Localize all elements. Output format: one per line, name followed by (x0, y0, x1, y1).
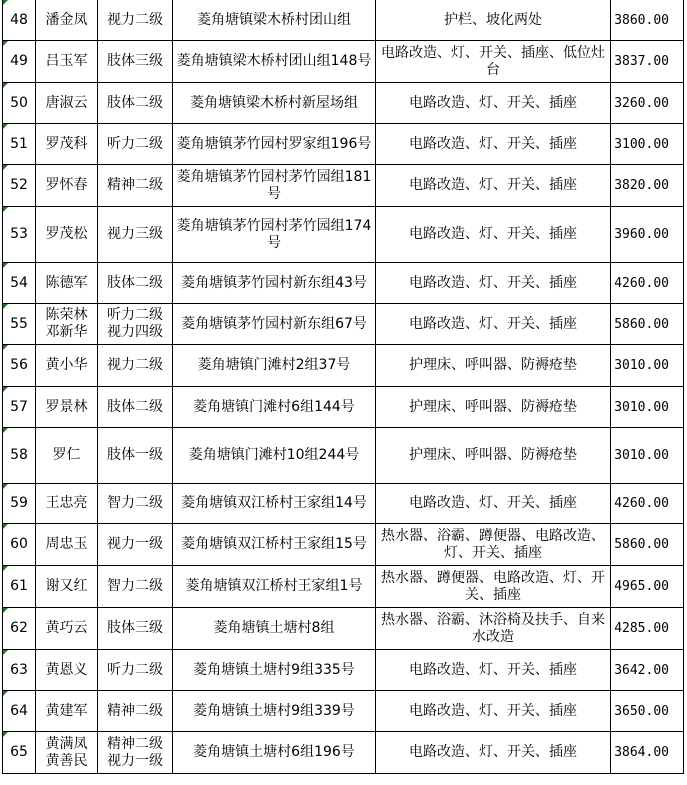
disability-level: 听力二级 (98, 650, 173, 691)
renovation-items: 电路改造、灯、开关、插座 (376, 263, 611, 304)
table-row (3, 387, 684, 428)
row-number: 65 (3, 732, 36, 774)
row-number: 50 (3, 83, 36, 124)
amount: 5860.00 (611, 304, 684, 345)
row-number: 58 (3, 428, 36, 484)
address: 菱角塘镇茅竹园村新东组43号 (173, 263, 376, 304)
disability-level: 肢体三级 (98, 41, 173, 83)
amount: 3260.00 (611, 83, 684, 124)
renovation-items: 电路改造、灯、开关、插座 (376, 650, 611, 691)
amount: 3960.00 (611, 207, 684, 263)
amount: 3100.00 (611, 124, 684, 165)
table-row (3, 566, 684, 608)
renovation-items: 护理床、呼叫器、防褥疮垫 (376, 345, 611, 387)
table-row (3, 0, 684, 41)
disability-level: 视力一级 (98, 524, 173, 566)
row-number: 48 (3, 0, 36, 41)
person-name: 罗怀春 (36, 165, 98, 207)
disability-level: 听力二级 视力四级 (98, 304, 173, 345)
renovation-items: 热水器、浴霸、沐浴椅及扶手、自来水改造 (376, 608, 611, 650)
table-row (3, 691, 684, 732)
row-number: 53 (3, 207, 36, 263)
person-name: 黄满凤 黄善民 (36, 732, 98, 774)
row-number: 61 (3, 566, 36, 608)
amount: 3010.00 (611, 345, 684, 387)
disability-level: 视力二级 (98, 345, 173, 387)
row-number: 52 (3, 165, 36, 207)
person-name: 罗仁 (36, 428, 98, 484)
person-name: 潘金凤 (36, 0, 98, 41)
amount: 3837.00 (611, 41, 684, 83)
address: 菱角塘镇茅竹园村新东组67号 (173, 304, 376, 345)
amount: 5860.00 (611, 524, 684, 566)
renovation-items: 热水器、浴霸、蹲便器、电路改造、灯、开关、插座 (376, 524, 611, 566)
row-number: 62 (3, 608, 36, 650)
amount: 4965.00 (611, 566, 684, 608)
row-number: 54 (3, 263, 36, 304)
address: 菱角塘镇茅竹园村罗家组196号 (173, 124, 376, 165)
renovation-items: 热水器、蹲便器、电路改造、灯、开关、插座 (376, 566, 611, 608)
person-name: 陈荣林 邓新华 (36, 304, 98, 345)
person-name: 罗茂松 (36, 207, 98, 263)
renovation-items: 电路改造、灯、开关、插座 (376, 207, 611, 263)
disability-level: 智力二级 (98, 484, 173, 524)
address: 菱角塘镇双江桥村王家组14号 (173, 484, 376, 524)
person-name: 黄小华 (36, 345, 98, 387)
amount: 3650.00 (611, 691, 684, 732)
renovation-items: 电路改造、灯、开关、插座 (376, 691, 611, 732)
address: 菱角塘镇门滩村2组37号 (173, 345, 376, 387)
table-row (3, 732, 684, 774)
renovation-items: 电路改造、灯、开关、插座 (376, 304, 611, 345)
address: 菱角塘镇门滩村6组144号 (173, 387, 376, 428)
address: 菱角塘镇双江桥村王家组15号 (173, 524, 376, 566)
person-name: 唐淑云 (36, 83, 98, 124)
amount: 4285.00 (611, 608, 684, 650)
person-name: 黄巧云 (36, 608, 98, 650)
amount: 3010.00 (611, 428, 684, 484)
table-row (3, 165, 684, 207)
disability-renovation-table (2, 0, 684, 774)
table-row (3, 41, 684, 83)
disability-level: 视力二级 (98, 0, 173, 41)
row-number: 59 (3, 484, 36, 524)
person-name: 罗茂科 (36, 124, 98, 165)
amount: 3642.00 (611, 650, 684, 691)
renovation-items: 电路改造、灯、开关、插座 (376, 165, 611, 207)
amount: 4260.00 (611, 263, 684, 304)
person-name: 谢又红 (36, 566, 98, 608)
person-name: 王忠亮 (36, 484, 98, 524)
address: 菱角塘镇门滩村10组244号 (173, 428, 376, 484)
address: 菱角塘镇土塘村9组339号 (173, 691, 376, 732)
disability-level: 肢体二级 (98, 387, 173, 428)
person-name: 黄建军 (36, 691, 98, 732)
disability-level: 精神二级 视力一级 (98, 732, 173, 774)
row-number: 63 (3, 650, 36, 691)
row-number: 55 (3, 304, 36, 345)
address: 菱角塘镇梁木桥村新屋场组 (173, 83, 376, 124)
renovation-items: 电路改造、灯、开关、插座 (376, 83, 611, 124)
disability-level: 肢体二级 (98, 263, 173, 304)
table-row (3, 304, 684, 345)
disability-level: 听力二级 (98, 124, 173, 165)
renovation-items: 电路改造、灯、开关、插座 (376, 124, 611, 165)
renovation-items: 护理床、呼叫器、防褥疮垫 (376, 387, 611, 428)
renovation-items: 电路改造、灯、开关、插座、低位灶台 (376, 41, 611, 83)
address: 菱角塘镇土塘村8组 (173, 608, 376, 650)
address: 菱角塘镇梁木桥村团山组 (173, 0, 376, 41)
disability-level: 视力三级 (98, 207, 173, 263)
table-row (3, 608, 684, 650)
amount: 3860.00 (611, 0, 684, 41)
disability-level: 精神二级 (98, 165, 173, 207)
amount: 4260.00 (611, 484, 684, 524)
row-number: 56 (3, 345, 36, 387)
table-row (3, 124, 684, 165)
person-name: 黄恩义 (36, 650, 98, 691)
row-number: 49 (3, 41, 36, 83)
address: 菱角塘镇梁木桥村团山组148号 (173, 41, 376, 83)
amount: 3820.00 (611, 165, 684, 207)
table-row (3, 345, 684, 387)
row-number: 51 (3, 124, 36, 165)
table-row (3, 207, 684, 263)
address: 菱角塘镇茅竹园村茅竹园组174号 (173, 207, 376, 263)
disability-level: 肢体三级 (98, 608, 173, 650)
renovation-items: 电路改造、灯、开关、插座 (376, 732, 611, 774)
disability-level: 精神二级 (98, 691, 173, 732)
table-row (3, 524, 684, 566)
person-name: 周忠玉 (36, 524, 98, 566)
table-row (3, 263, 684, 304)
table-row (3, 83, 684, 124)
address: 菱角塘镇土塘村6组196号 (173, 732, 376, 774)
row-number: 64 (3, 691, 36, 732)
amount: 3010.00 (611, 387, 684, 428)
renovation-items: 护理床、呼叫器、防褥疮垫 (376, 428, 611, 484)
person-name: 罗景林 (36, 387, 98, 428)
amount: 3864.00 (611, 732, 684, 774)
address: 菱角塘镇茅竹园村茅竹园组181号 (173, 165, 376, 207)
address: 菱角塘镇土塘村9组335号 (173, 650, 376, 691)
disability-level: 肢体二级 (98, 83, 173, 124)
renovation-items: 电路改造、灯、开关、插座 (376, 484, 611, 524)
address: 菱角塘镇双江桥村王家组1号 (173, 566, 376, 608)
disability-level: 肢体一级 (98, 428, 173, 484)
row-number: 60 (3, 524, 36, 566)
person-name: 陈德军 (36, 263, 98, 304)
disability-level: 智力二级 (98, 566, 173, 608)
row-number: 57 (3, 387, 36, 428)
table-row (3, 428, 684, 484)
table-row (3, 484, 684, 524)
table-row (3, 650, 684, 691)
renovation-items: 护栏、坡化两处 (376, 0, 611, 41)
person-name: 吕玉军 (36, 41, 98, 83)
